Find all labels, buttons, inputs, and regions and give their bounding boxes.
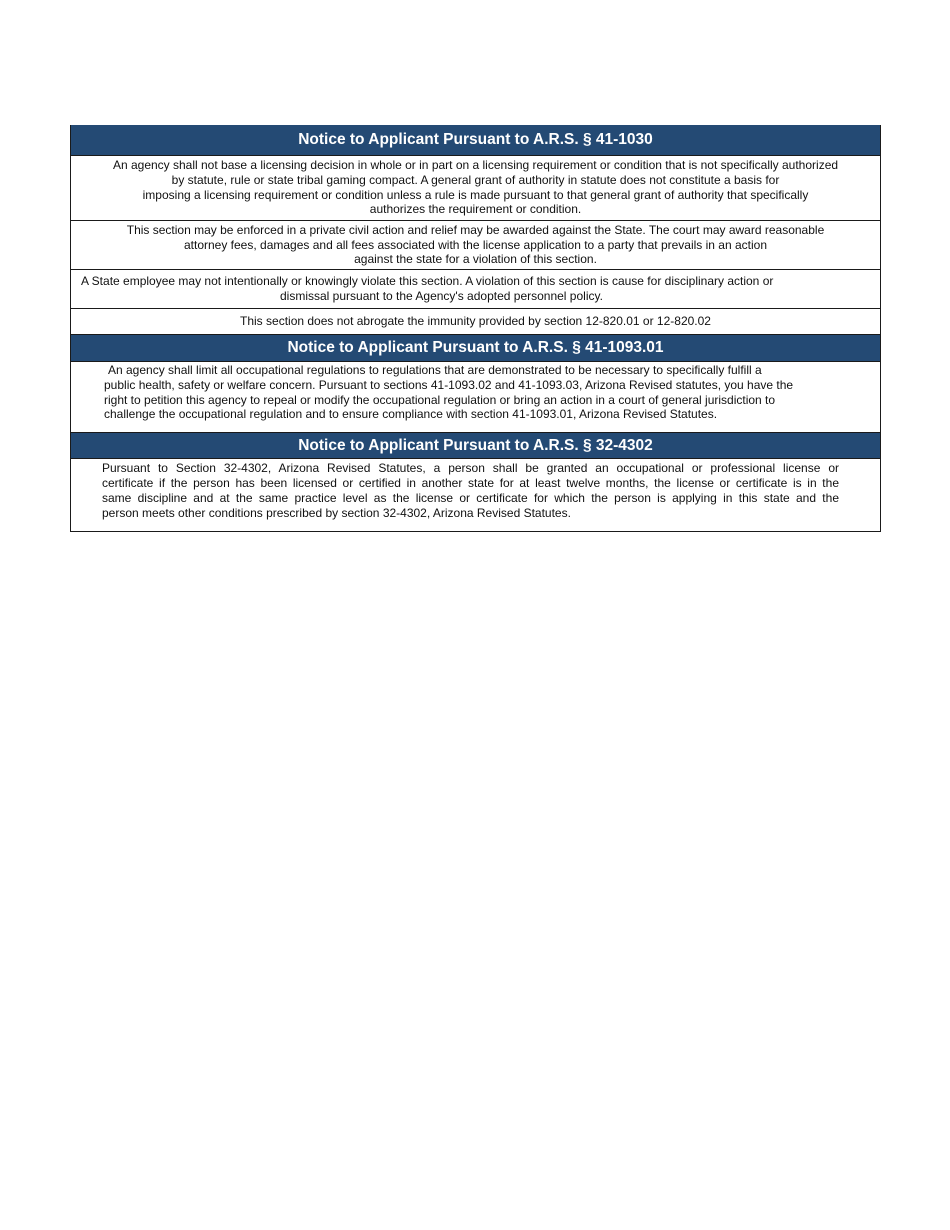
text-line: Pursuant to Section 32-4302, Arizona Revised Statutes, a person shall be granted an occupational or professional license or — [102, 461, 839, 475]
text-line: A State employee may not intentionally or knowingly violate this section. A violation of this section is cause for disciplinary action or — [81, 274, 774, 288]
paragraph-civil-action — [71, 221, 880, 270]
paragraph-license-reciprocity — [71, 459, 880, 531]
text-line: imposing a licensing requirement or condition unless a rule is made pursuant to that general grant of authority that specifically — [142, 188, 809, 202]
text-line: certificate if the person has been licensed or certified in another state for at least twelve months, the license or certificate is in the — [102, 476, 839, 490]
text-line: against the state for a violation of this section. — [354, 252, 597, 266]
section-heading-32-4302: Notice to Applicant Pursuant to A.R.S. § 32-4302 — [71, 433, 880, 459]
text-line: attorney fees, damages and all fees associated with the license application to a party that prevails in an action — [183, 238, 767, 252]
text-line: dismissal pursuant to the Agency's adopted personnel policy. — [280, 289, 603, 303]
text-line: challenge the occupational regulation and to ensure compliance with section 41-1093.01, Arizona Revised Statutes. — [104, 407, 718, 421]
text-line: person meets other conditions prescribed by section 32-4302, Arizona Revised Statutes. — [102, 506, 571, 520]
paragraph-occupational-regulations — [71, 362, 880, 433]
text-line: by statute, rule or state tribal gaming compact. A general grant of authority in statute does not constitute a basis for — [171, 173, 780, 187]
paragraph-licensing-decision — [71, 156, 880, 221]
text-line: authorizes the requirement or condition. — [369, 202, 582, 216]
text-line: An agency shall limit all occupational regulations to regulations that are demonstrated to be necessary to specifically fulfill a — [108, 363, 762, 377]
notice-table — [70, 125, 881, 532]
text-line: public health, safety or welfare concern. Pursuant to sections 41-1093.02 and 41-1093.03, Arizona Revised statutes, you have the — [104, 378, 794, 392]
paragraph-immunity — [71, 309, 880, 335]
text-line: right to petition this agency to repeal or modify the occupational regulation or bring an action in a court of general jurisdiction to — [104, 393, 776, 407]
section-heading-41-1030: Notice to Applicant Pursuant to A.R.S. § 41-1030 — [71, 125, 880, 156]
section-heading-41-1093-01: Notice to Applicant Pursuant to A.R.S. § 41-1093.01 — [71, 335, 880, 362]
text-line: same discipline and at the same practice level as the license or certificate for which the person is applying in this state and the — [102, 491, 839, 505]
text-line: An agency shall not base a licensing decision in whole or in part on a licensing requirement or condition that is not specifically authorized — [112, 158, 839, 172]
text-line: This section does not abrogate the immunity provided by section 12-820.01 or 12-820.02 — [240, 314, 711, 328]
text-line: This section may be enforced in a private civil action and relief may be awarded against the State. The court may award reasonable — [126, 223, 825, 237]
paragraph-state-employee — [71, 270, 880, 309]
